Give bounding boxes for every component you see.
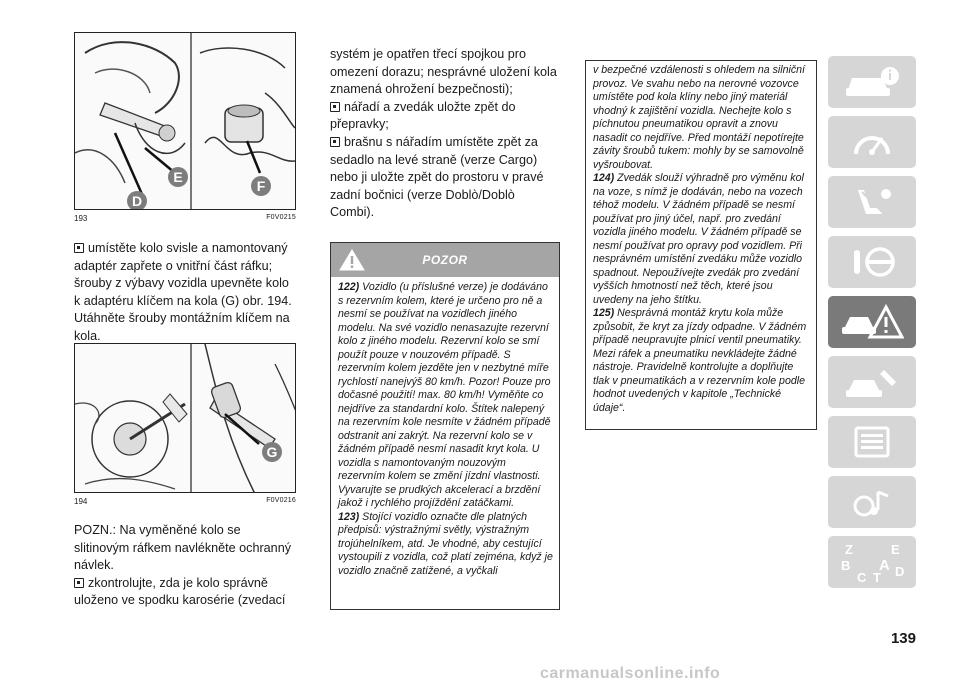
figure-194-illustration bbox=[75, 344, 296, 493]
index-letter-e: E bbox=[891, 542, 900, 557]
warning-123-continued: v bezpečné vzdálenosti s ohledem na silniční provoz. Ve svahu nebo na nerovné vozovce umístěte pod kola klíny nebo jiný materiál vhodný k zajištění vozidla. Nechejte kolo s píchnutou pneumatikou opravit a znovu nasadit co nejdříve. Před montáží nepotírejte závity šroubů tukem: mohly by se samovolně vyšroubovat. bbox=[593, 64, 805, 171]
column-2-para-2: nářadí a zvedák uložte zpět do přepravky; bbox=[330, 99, 516, 132]
fig193-label-d: D bbox=[131, 193, 143, 209]
warning-content bbox=[331, 277, 559, 578]
sidebar-tab-safety[interactable] bbox=[828, 176, 916, 228]
fig193-label-f: F bbox=[256, 178, 266, 194]
watermark: carmanualsonline.info bbox=[540, 665, 721, 682]
column-2-text bbox=[330, 46, 560, 222]
index-letter-a: A bbox=[879, 557, 890, 574]
sidebar-tab-maintenance[interactable] bbox=[828, 356, 916, 408]
seat-safety-icon bbox=[842, 184, 902, 220]
bullet-icon bbox=[74, 578, 84, 588]
sidebar-tab-technical-data[interactable] bbox=[828, 416, 916, 468]
column-2-para-1: systém je opatřen třecí spojkou pro omezení dorazu; nesprávné uložení kola znamená ohrožení bezpečnosti); bbox=[330, 47, 557, 97]
fig193-label-e: E bbox=[173, 169, 183, 185]
figure-194-code: F0V0216 bbox=[266, 497, 296, 504]
technical-data-list-icon bbox=[842, 424, 902, 460]
figure-193-illustration bbox=[75, 33, 296, 210]
sidebar-tab-starting[interactable] bbox=[828, 236, 916, 288]
column-2-para-3: brašnu s nářadím umístěte zpět za sedadlo na levé straně (verze Cargo) nebo ji uložte zpět do prostoru v pravé zadní bočnici (verze Doblò/Doblò Combi). bbox=[330, 134, 544, 220]
column-1-para-1: umístěte kolo svisle a namontovaný adaptér zapřete o vnitřní část ráfku; šrouby z výbavy vozidla upevněte kolo k adaptéru klíčem na kola (G) obr. 194. Utáhněte šrouby montážním klíčem na kola. bbox=[74, 241, 292, 343]
index-letter-z: Z bbox=[845, 542, 853, 557]
column-1-para-2: POZN.: Na vyměněné kolo se slitinovým ráfkem navlékněte ochranný návlek. bbox=[74, 523, 291, 573]
warning-header bbox=[331, 243, 559, 277]
bullet-icon bbox=[330, 102, 340, 112]
figure-193 bbox=[74, 32, 296, 210]
dashboard-lights-icon bbox=[842, 124, 902, 160]
sidebar-tab-index[interactable] bbox=[828, 536, 916, 588]
warning-box bbox=[330, 242, 560, 610]
index-letter-t: T bbox=[873, 570, 881, 584]
key-steering-icon bbox=[842, 244, 902, 280]
figure-194-caption bbox=[74, 497, 296, 506]
index-letter-d: D bbox=[895, 564, 905, 579]
figure-193-code: F0V0215 bbox=[266, 214, 296, 221]
car-warning-triangle-icon bbox=[840, 303, 904, 341]
warning-continued-content bbox=[586, 61, 816, 415]
index-letter-c: C bbox=[857, 570, 867, 584]
bullet-icon bbox=[74, 243, 84, 253]
warning-124: 124) Zvedák slouží výhradně pro výměnu kol na voze, s nímž je dodáván, nebo na vozech téhož modelu. V žádném případě se nesmí používat pro jiný účel, např. pro zvedání vozidla jiného modelu. V žádném případě se nesmí používat pro opravy pod vozidlem. Při nesprávném umístění zvedáku může vozidlo spadnout. Nepoužívejte zvedák pro zvedání vyšších hmotností než těch, které jsou uvedeny na jeho štítku. bbox=[593, 172, 804, 306]
warning-triangle-icon bbox=[339, 249, 365, 271]
column-1-para-3: zkontrolujte, zda je kolo správně uloženo ve spodku karosérie (zvedací bbox=[74, 575, 286, 608]
service-tools-icon bbox=[842, 364, 902, 400]
alphabetical-index-icon bbox=[837, 540, 907, 584]
warning-125: 125) Nesprávná montáž krytu kola může způsobit, že kryt za jízdy odpadne. V žádném případě neupravujte plnicí ventil pneumatiky. Mezi ráfek a pneumatiku nevkládejte žádné nástroje. Pravidelně kontrolujte a doplňujte tlak v pneumatikách a v rezervním kole podle hodnot uvedených v kapitole „Technické údaje“. bbox=[593, 307, 807, 414]
multimedia-icon bbox=[842, 484, 902, 520]
sidebar-tab-multimedia[interactable] bbox=[828, 476, 916, 528]
figure-193-caption bbox=[74, 214, 296, 223]
index-letter-b: B bbox=[841, 558, 851, 573]
warning-title: POZOR bbox=[422, 253, 468, 267]
car-info-icon bbox=[842, 64, 902, 100]
figure-194 bbox=[74, 343, 296, 493]
page-number: 139 bbox=[890, 630, 916, 647]
bullet-icon bbox=[330, 137, 340, 147]
sidebar-tab-dashboard[interactable] bbox=[828, 116, 916, 168]
warning-123: 123) Stojící vozidlo označte dle platných předpisů: výstražnými světly, výstražným trojúhelníkem, atd. Je vhodné, aby cestující vystoupili z vozidla, což platí zejména, když je vozidlo značně zatížené, a vyčkali bbox=[338, 510, 553, 577]
sidebar-tab-emergency[interactable] bbox=[828, 296, 916, 348]
fig194-label-g: G bbox=[266, 444, 278, 460]
warning-122: 122) Vozidlo (u příslušné verze) je dodáváno s rezervním kolem, které je určeno pro ně a nesmí se používat na vozidlech jiného modelu. Na své vozidlo nenasazujte rezervní kolo z jiného modelu. Rezervní kolo se smí použít pouze v nouzovém případě. S rezervním kolem jezděte jen v nezbytné míře rychlostí nanejvýš 80 km/h. Pozor! Pouze pro dočasné použití! max. 80 km/h! Vyměňte co nejdříve za standardní kolo. Štítek nalepený na rezervním kole nesmíte v žádném případě odstranit ani zakrýt. Na rezervní kolo se v žádném případě nesmí nasadit kryt kola. U vozidla s namontovaným nouzovým rezervním kolem se změní jízdní vlastnosti. Vyvarujte se prudkých akcelerací a brzdění jakož i rychlého projíždění zatáčkami. bbox=[338, 281, 551, 509]
figure-194-number: 194 bbox=[74, 497, 88, 506]
column-1-text-bottom bbox=[74, 522, 296, 610]
figure-193-number: 193 bbox=[74, 214, 88, 223]
column-1-text-top bbox=[74, 240, 296, 346]
warning-box-continued bbox=[585, 60, 817, 430]
sidebar-tab-car-info[interactable] bbox=[828, 56, 916, 108]
